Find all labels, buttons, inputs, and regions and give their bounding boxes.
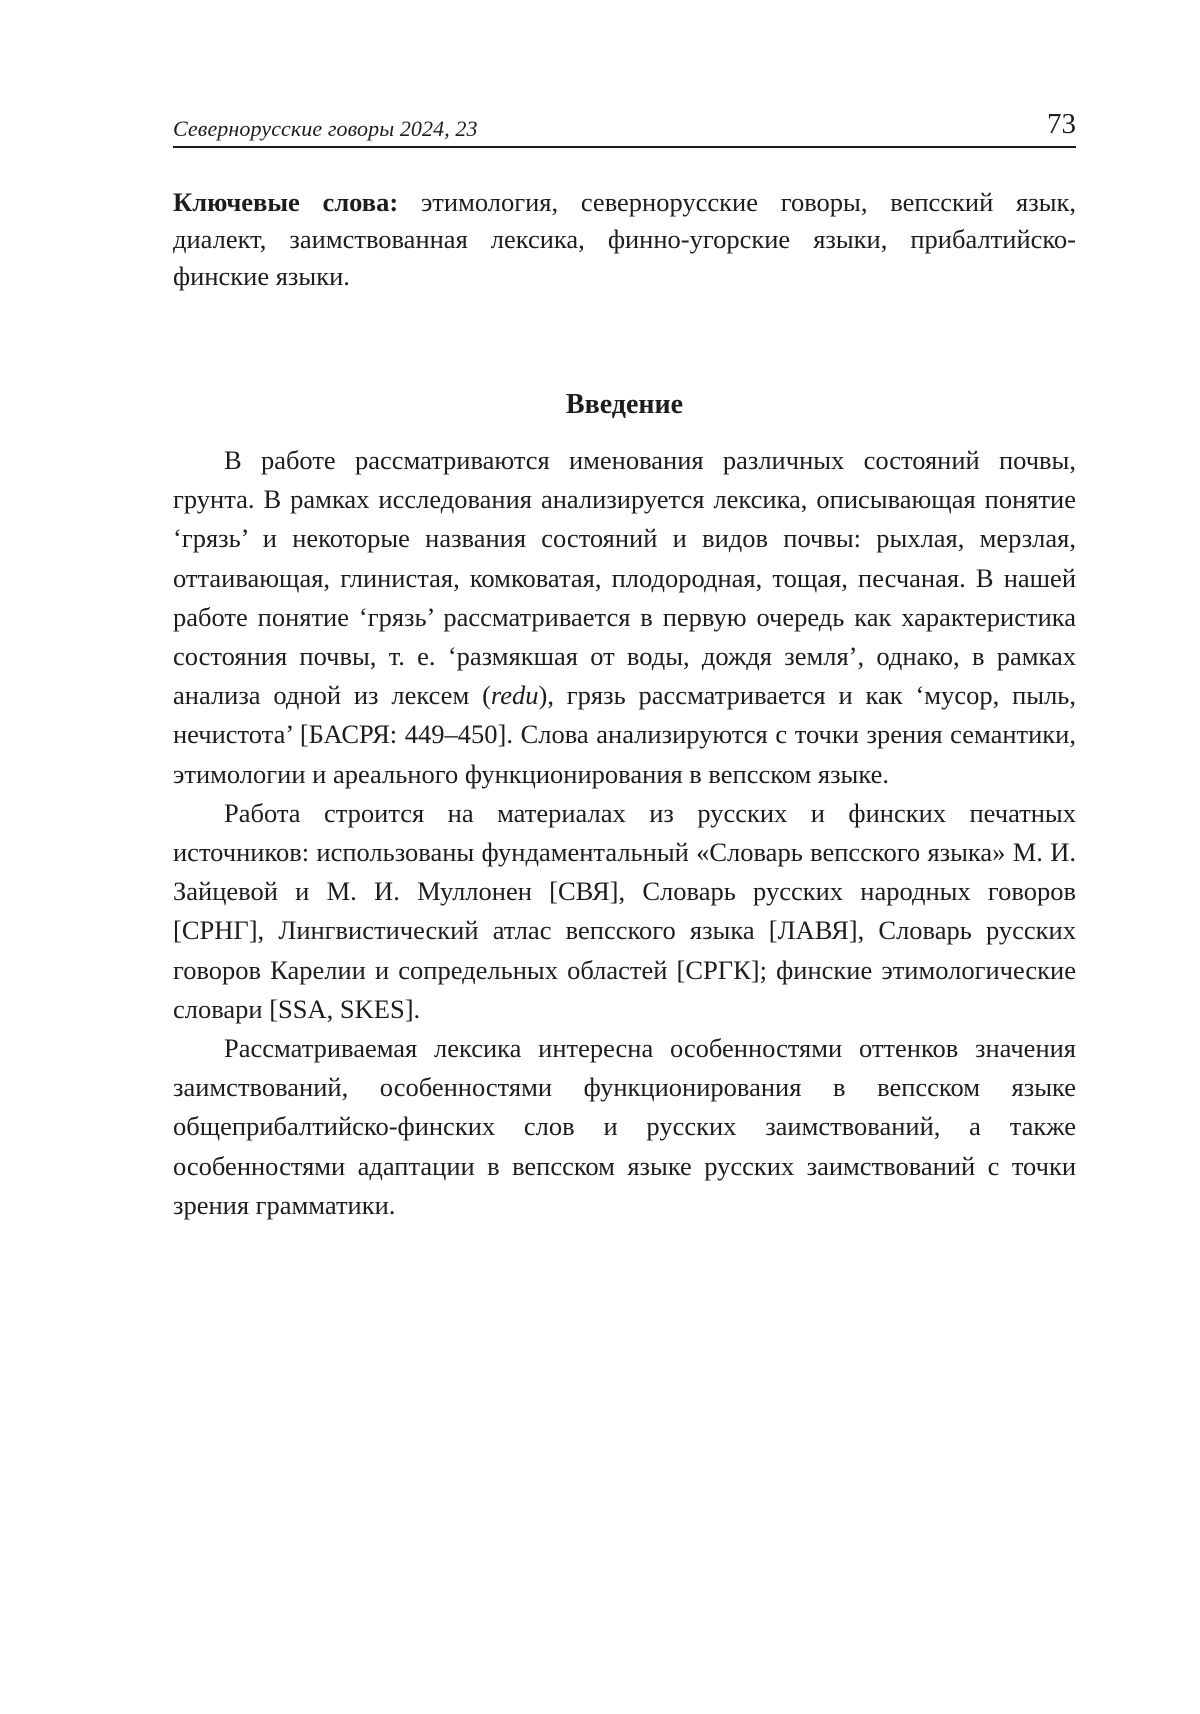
running-header	[173, 104, 1076, 148]
journal-title: Севернорусские говоры 2024, 23	[173, 116, 478, 141]
paragraph-1-italic-term: redu	[490, 680, 539, 711]
body-text	[173, 441, 1076, 1225]
paragraph-1-text-a: В работе рассматриваются именования различных состояний почвы, грунта. В рамках исследования анализируется лексика, описывающая понятие ‘грязь’ и некоторые названия состояний и видов почвы: рыхлая, мерзлая, оттаивающая, глинистая, комковатая, плодородная, тощая, песчаная. В нашей работе понятие ‘грязь’ рассматривается в первую очередь как характеристика состояния почвы, т. е. ‘размякшая от воды, дождя земля’, однако, в рамках анализа одной из лексем (	[173, 445, 1076, 711]
paragraph-2: Работа строится на материалах из русских и финских печатных источников: использованы фундаментальный «Словарь вепсского языка» М. И. Зайцевой и М. И. Муллонен [СВЯ], Словарь русских народных говоров [СРНГ], Лингвистический атлас вепсского языка [ЛАВЯ], Словарь русских говоров Карелии и сопредельных областей [СРГК]; финские этимологические словари [SSA, SKES].	[173, 797, 1076, 1024]
paragraph-1	[173, 441, 1076, 794]
keywords-block	[173, 184, 1076, 295]
paragraph-3: Рассматриваемая лексика интересна особенностями оттенков значения заимствований, особенностями функционирования в вепсском языке общеприбалтийско-финских слов и русских заимствований, а также особенностями адаптации в вепсском языке русских заимствований с точки зрения грамматики.	[173, 1033, 1076, 1220]
section-heading: Введение	[565, 389, 684, 420]
paragraph-1-text-b: ), грязь рассматривается и как ‘мусор, пыль, нечистота’ [БАСРЯ: 449–450]. Слова анализируются с точки зрения семантики, этимологии и ареального функционирования в вепсском языке.	[173, 680, 1076, 789]
keywords-text: этимология, севернорусские говоры, вепсский язык, диалект, заимствованная лексика, финно-угорские языки, прибалтийско-финские языки.	[173, 187, 1077, 291]
keywords-label: Ключевые слова:	[173, 187, 399, 217]
header-rule	[173, 146, 1076, 148]
page-number: 73	[1047, 108, 1076, 140]
